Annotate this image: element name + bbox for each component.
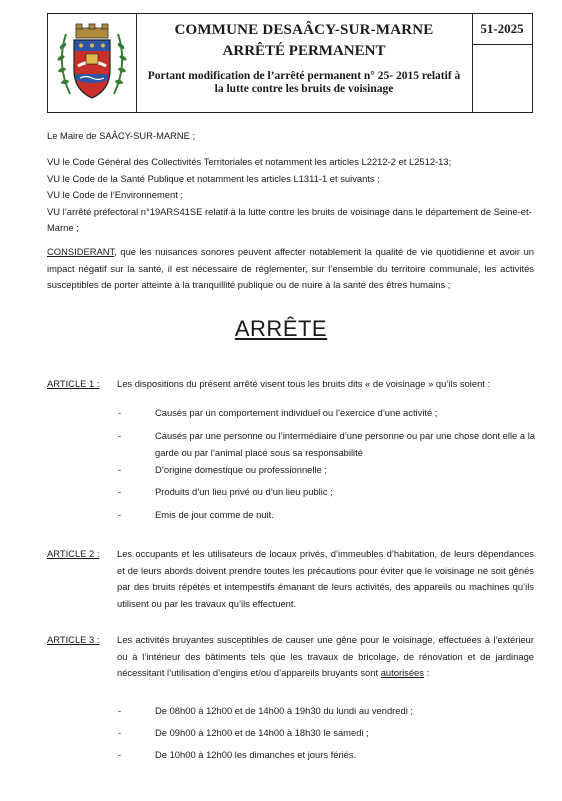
article1-item-3: D’origine domestique ou professionnelle ;: [155, 464, 327, 475]
vu-line-2: VU le Code de la Santé Publique et notamment les articles L1311-1 et suivants ;: [47, 172, 380, 184]
main-title: ARRÊTE: [234, 316, 328, 341]
commune-crest-logo: [48, 14, 136, 112]
article3-dash-2: -: [118, 727, 122, 738]
article2-label: ARTICLE 2 :: [47, 548, 100, 559]
article3-text: Les activités bruyantes susceptibles de causer une gêne pour le voisinage, effectuées à l’extérieur ou à l’intérieur des bâtiments tels que les travaux de bricolage, de rénovation et de jardinage nécessitant l’utilisation d’engins et/ou d’appareils bruyants sont autorisées :: [117, 634, 534, 678]
article1-item-2: Causés par une personne ou l’intermédiaire d’une personne ou par une chose dont elle a la garde ou par l’animal placé sous sa responsabilité: [155, 430, 535, 458]
vu-line-1: VU le Code Général des Collectivités Territoriales et notamment les articles L2212-2 et L2512-13;: [47, 156, 452, 167]
considerant-text: , que les nuisances sonores peuvent affecter notablement la qualité de vie quotidienne et avoir un impact négatif sur la santé, il est nécessaire de réglementer, sur l’ensemble du territoire communale, les activités susceptibles de porter atteinte à la tranquillité publique ou de nuire à la santé des êtres humains ;: [47, 246, 534, 290]
arrete-number: 51-2025: [480, 21, 524, 36]
crest-cell: [48, 14, 137, 112]
article3-item-2: De 09h00 à 12h00 et de 14h00 à 18h30 le samedi ;: [155, 727, 369, 738]
article3-dash-1: -: [118, 705, 122, 716]
article1-item-4: Produits d’un lieu privé ou d’un lieu public ;: [155, 486, 333, 497]
article3-item-3: De 10h00 à 12h00 les dimanches et jours fériés.: [155, 749, 357, 760]
article1-label: ARTICLE 1 :: [47, 378, 100, 389]
considerant-paragraph: [47, 244, 534, 294]
vu-line-4: VU l’arrêté préfectoral n°19ARS41SE relatif à la lutte contre les bruits de voisinage dans le département de Seine-et- Marne ;: [47, 205, 532, 233]
article1-dash-1: -: [118, 407, 122, 418]
title-cell: [136, 14, 473, 112]
commune-name: COMMUNE DESAÂCY-SUR-MARNE: [174, 22, 434, 38]
considerant-label: CONSIDERANT: [47, 246, 115, 257]
article1-dash-2: -: [118, 430, 122, 441]
article1-dash-3: -: [118, 464, 122, 475]
number-cell: [472, 14, 532, 45]
article3-item-1: De 08h00 à 12h00 et de 14h00 à 19h30 du lundi au vendredi ;: [155, 705, 414, 716]
article3-emphasis: autorisées: [380, 667, 424, 678]
vu-line-3: VU le Code de l’Environnement ;: [47, 189, 184, 200]
arrete-type: ARRÊTÉ PERMANENT: [222, 43, 386, 59]
article1-intro: Les dispositions du présent arrêté visent tous les bruits dits « de voisinage » qu’ils soient :: [117, 378, 491, 389]
article1-item-1: Causés par un comportement individuel ou l’exercice d’une activité ;: [155, 407, 438, 418]
article3-dash-3: -: [118, 749, 122, 760]
article1-dash-4: -: [118, 486, 122, 497]
header-box: [47, 13, 533, 113]
arrete-subtitle: Portant modification de l’arrêté permanent n° 25- 2015 relatif à la lutte contre les bruits de voisinage: [147, 70, 461, 95]
article2-text: Les occupants et les utilisateurs de locaux privés, d’immeubles d’habitation, de leurs dépendances et de leurs abords doivent prendre toutes les précautions pour éviter que le voisinage ne soit gênés par des bruits répétés et intempestifs émanant de leurs activités, des appareils ou machines qu’ils utilisent ou par les travaux qu’ils effectuent.: [117, 548, 534, 609]
article1-item-5: Emis de jour comme de nuit.: [155, 509, 274, 520]
article1-dash-5: -: [118, 509, 122, 520]
article3-label: ARTICLE 3 :: [47, 634, 100, 645]
maire-line: Le Maire de SAÂCY-SUR-MARNE ;: [47, 130, 196, 141]
